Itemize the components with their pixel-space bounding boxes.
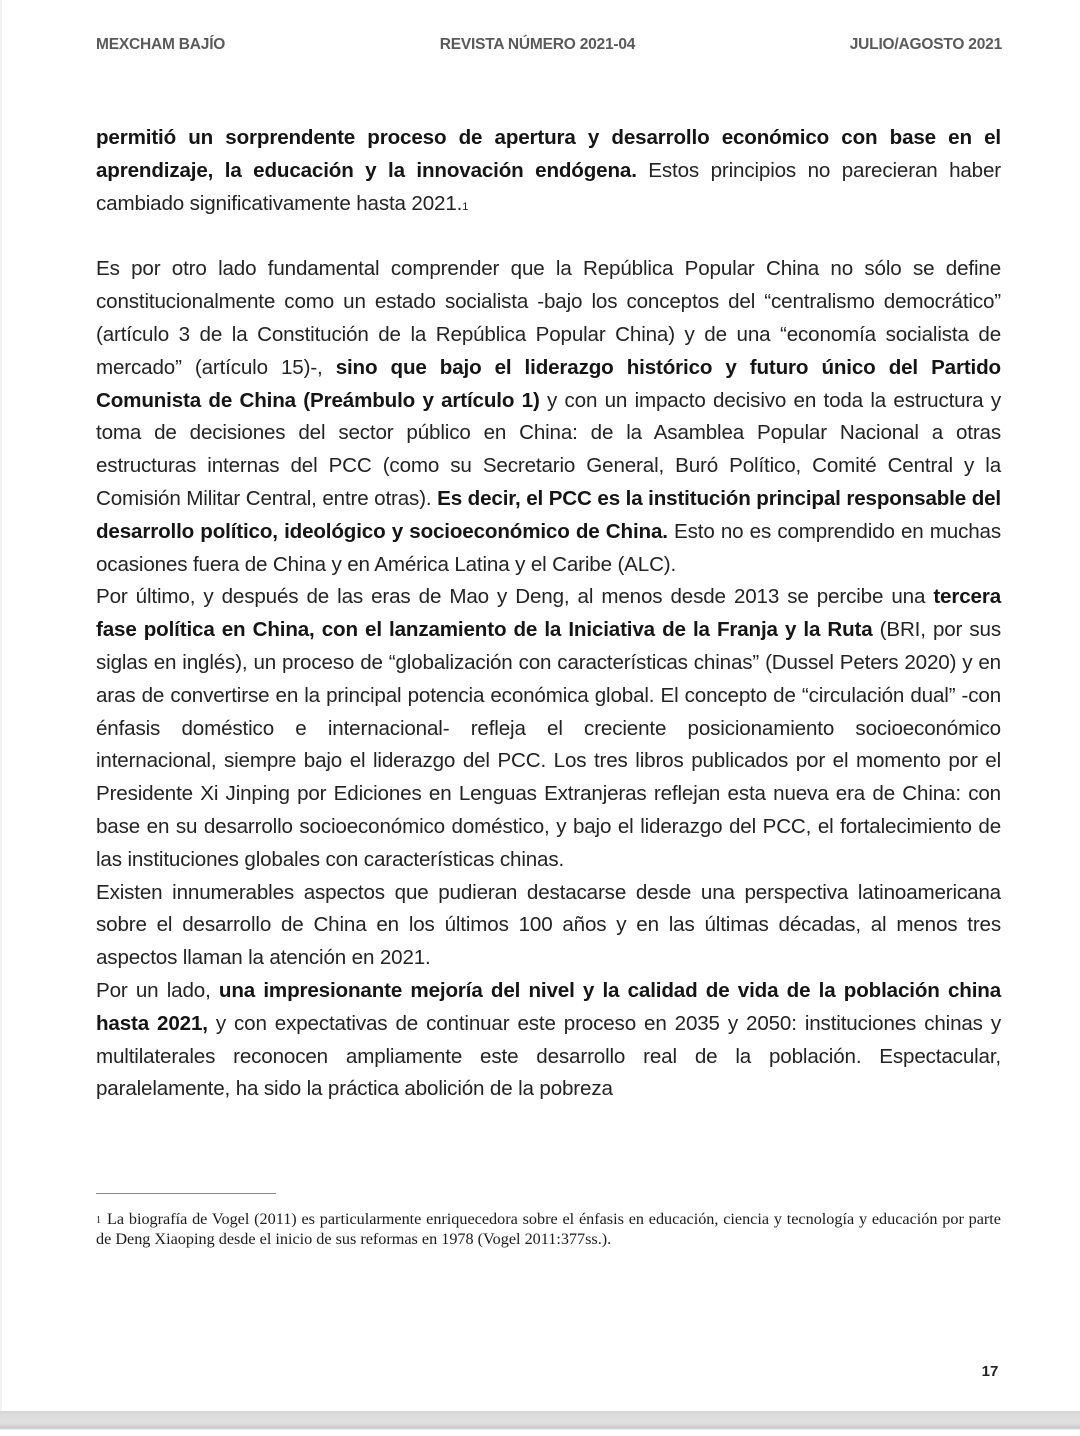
text: Es por otro lado fundamental comprender que la República Popular China no sólo se define constitucionalmente como un estado socialista -bajo los conceptos del “centralismo democrático” (artículo 3 de la Constitución de la República Popular China) y de una “economía socialista de mercado” (artículo 15)-, [96,257,1001,379]
running-header [96,34,1002,56]
text: (BRI, por sus siglas en inglés), un proceso de “globalización con características chinas” (Dussel Peters 2020) y en aras de convertirse en la principal potencia económica global. El concepto de “circulación dual” -con énfasis doméstico e internacional- refleja el creciente posicionamiento socioeconómico internacional, siempre bajo el liderazgo del PCC. Los tres libros publicados por el momento por el Presidente Xi Jinping por Ediciones en Lenguas Extranjeras reflejan esta nueva era de China: con base en su desarrollo socioeconómico doméstico, y bajo el liderazgo del PCC, el fortalecimiento de las instituciones globales con características chinas. [96,618,1001,871]
text: Esto no es comprendido en muchas ocasiones fuera de China y en América Latina y el Caribe (ALC). [96,519,1001,576]
text: Existen innumerables aspectos que pudieran destacarse desde una perspectiva latinoamericana sobre el desarrollo de China en los últimos 100 años y en las últimas décadas, al menos tres aspectos llaman la atención en 2021. [96,880,1001,970]
bold-text: tercera fase política en China, con el lanzamiento de la Iniciativa de la Franja y la Ruta [96,585,1001,642]
text: y con expectativas de continuar este proceso en 2035 y 2050: instituciones chinas y multilaterales reconocen ampliamente este desarrollo real de la población. Espectacular, paralelamente, ha sido la práctica abolición de la pobreza [96,1011,1001,1101]
page-number: 17 [981,1363,999,1380]
paragraph-2 [96,253,1001,581]
paragraph-3 [96,581,1001,876]
text: y con un impacto decisivo en toda la estructura y toma de decisiones del sector público en China: de la Asamblea Popular Nacional a otras estructuras internas del PCC (como su Secretario General, Buró Político, Comité Central y la Comisión Militar Central, entre otras). [96,388,1001,510]
paragraph-4 [96,877,1001,975]
bold-text: una impresionante mejoría del nivel y la calidad de vida de la población china hasta 2021, [96,978,1002,1035]
body-text [96,122,1001,1106]
header-date: JULIO/AGOSTO 2021 [849,36,1002,53]
footnote-number: 1 [96,1215,101,1226]
footnote-divider [96,1193,276,1194]
paragraph-1 [96,122,1001,220]
page-left-edge [0,0,2,1411]
text: Por último, y después de las eras de Mao y Deng, al menos desde 2013 se percibe una [96,585,934,609]
header-publisher: MEXCHAM BAJÍO [96,36,226,53]
viewer-bottom-bar [0,1411,1080,1430]
text: Por un lado, [96,978,219,1002]
footnote-reference[interactable]: 1 [462,200,469,213]
bold-text: permitió un sorprendente proceso de apertura y desarrollo económico con base en el aprendizaje, la educación y la innovación endógena. [96,126,1001,182]
paragraph-5 [96,975,1001,1106]
footnote-text: La biografía de Vogel (2011) es particularmente enriquecedora sobre el énfasis en educación, ciencia y tecnología y educación por parte de Deng Xiaoping desde el inicio de sus reformas en 1978 (Vogel 2011:377ss.). [96,1210,1001,1248]
bold-text: sino que bajo el liderazgo histórico y futuro único del Partido Comunista de China (Preámbulo y artículo 1) [96,355,1001,412]
header-issue: REVISTA NÚMERO 2021-04 [439,36,636,53]
footnote [96,1209,1001,1249]
bold-text: Es decir, el PCC es la institución principal responsable del desarrollo político, ideológico y socioeconómico de China. [96,486,1001,543]
text: Estos principios no parecieran haber cambiado significativamente hasta 2021. [96,158,1001,215]
